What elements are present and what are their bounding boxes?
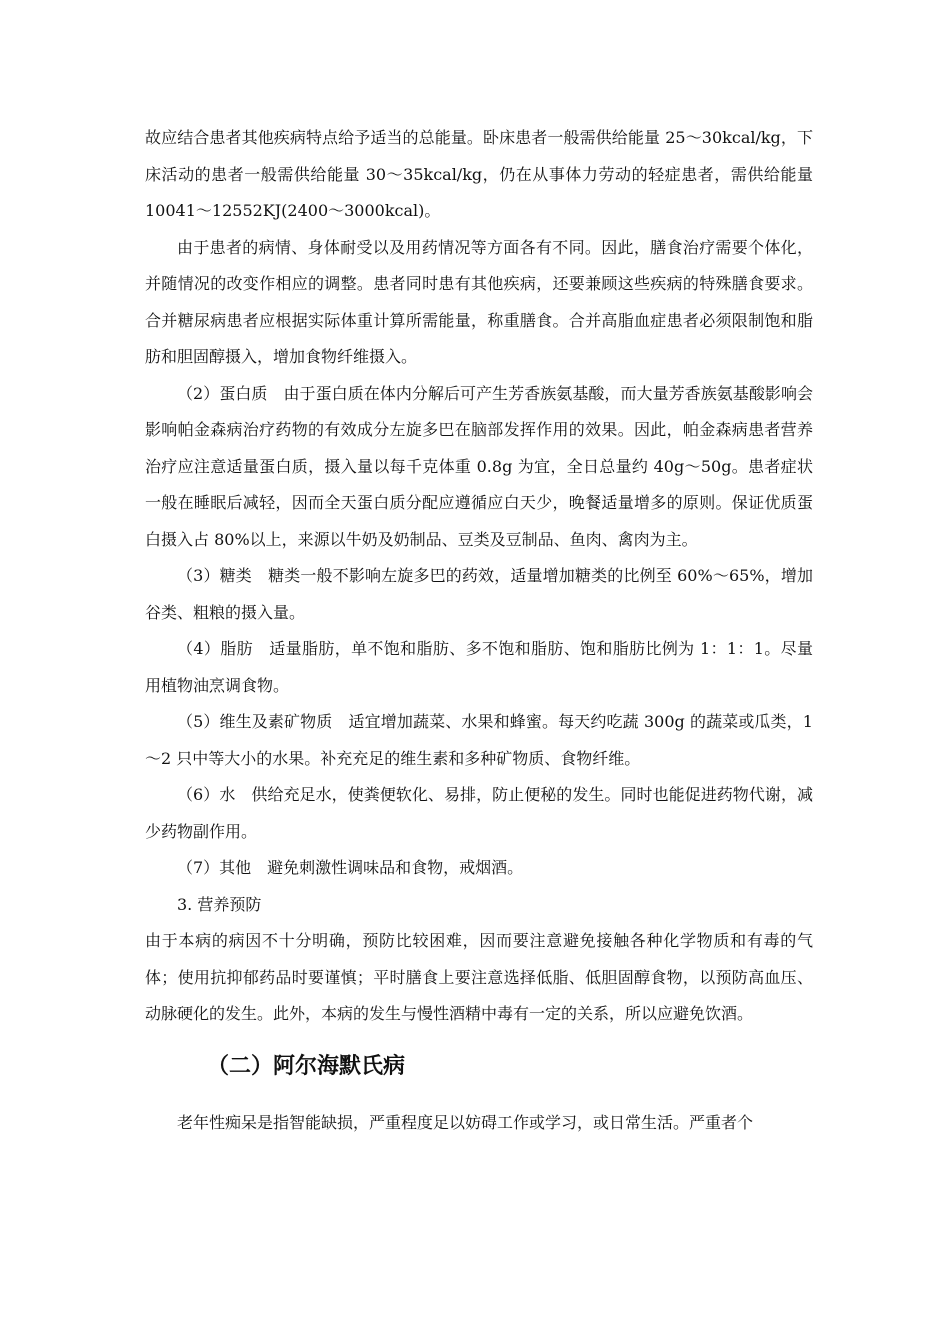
paragraph-other: （7）其他 避免刺激性调味品和食物，戒烟酒。 — [177, 858, 524, 877]
paragraph-fat: （4）脂肪 适量脂肪，单不饱和脂肪、多不饱和脂肪、饱和脂肪比例为 1：1：1。尽量用植物油烹调食物。 — [145, 639, 813, 695]
paragraph-vitamins-minerals: （5）维生及素矿物质 适宜增加蔬菜、水果和蜂蜜。每天约吃蔬 300g 的蔬菜或瓜类，1～2 只中等大小的水果。补充充足的维生素和多种矿物质、食物纤维。 — [145, 712, 813, 768]
paragraph-protein: （2）蛋白质 由于蛋白质在体内分解后可产生芳香族氨基酸，而大量芳香族氨基酸影响会影响帕金森病治疗药物的有效成分左旋多巴在脑部发挥作用的效果。因此，帕金森病患者营养治疗应注意适量蛋白质，摄入量以每千克体重 0.8g 为宜，全日总量约 40g～50g。患者症状一般在睡眠后减轻，因而全天蛋白质分配应遵循应白天少，晚餐适量增多的原则。保证优质蛋白摄入占 80%以上，来源以牛奶及奶制品、豆类及豆制品、鱼肉、禽肉为主。 — [145, 383, 813, 549]
section-heading: （二）阿尔海默氏病 — [207, 1053, 406, 1079]
paragraph-water: （6）水 供给充足水，使粪便软化、易排，防止便秘的发生。同时也能促进药物代谢，减少药物副作用。 — [145, 785, 813, 841]
document-page — [145, 120, 813, 1141]
paragraph-prevention: 由于本病的病因不十分明确，预防比较困难，因而要注意避免接触各种化学物质和有毒的气体；使用抗抑郁药品时要谨慎；平时膳食上要注意选择低脂、低胆固醇食物，以预防高血压、动脉硬化的发生。此外，本病的发生与慢性酒精中毒有一定的关系，所以应避免饮酒。 — [145, 931, 813, 1023]
paragraph-alzheimer-intro: 老年性痴呆是指智能缺损，严重程度足以妨碍工作或学习，或日常生活。严重者个 — [177, 1112, 754, 1132]
paragraph-carbohydrate: （3）糖类 糖类一般不影响左旋多巴的药效，适量增加糖类的比例至 60%～65%，增加谷类、粗粮的摄入量。 — [145, 566, 813, 622]
paragraph-energy-intake: 故应结合患者其他疾病特点给予适当的总能量。卧床患者一般需供给能量 25～30kcal/kg，下床活动的患者一般需供给能量 30～35kcal/kg，仍在从事体力劳动的轻症患者，需供给能量 10041～12552KJ(2400～3000kcal)。 — [145, 128, 813, 220]
subheading-nutrition-prevention: 3. 营养预防 — [177, 894, 262, 914]
paragraph-individualized-diet: 由于患者的病情、身体耐受以及用药情况等方面各有不同。因此，膳食治疗需要个体化，并随情况的改变作相应的调整。患者同时患有其他疾病，还要兼顾这些疾病的特殊膳食要求。合并糖尿病患者应根据实际体重计算所需能量，称重膳食。合并高脂血症患者必须限制饱和脂肪和胆固醇摄入，增加食物纤维摄入。 — [145, 237, 813, 366]
